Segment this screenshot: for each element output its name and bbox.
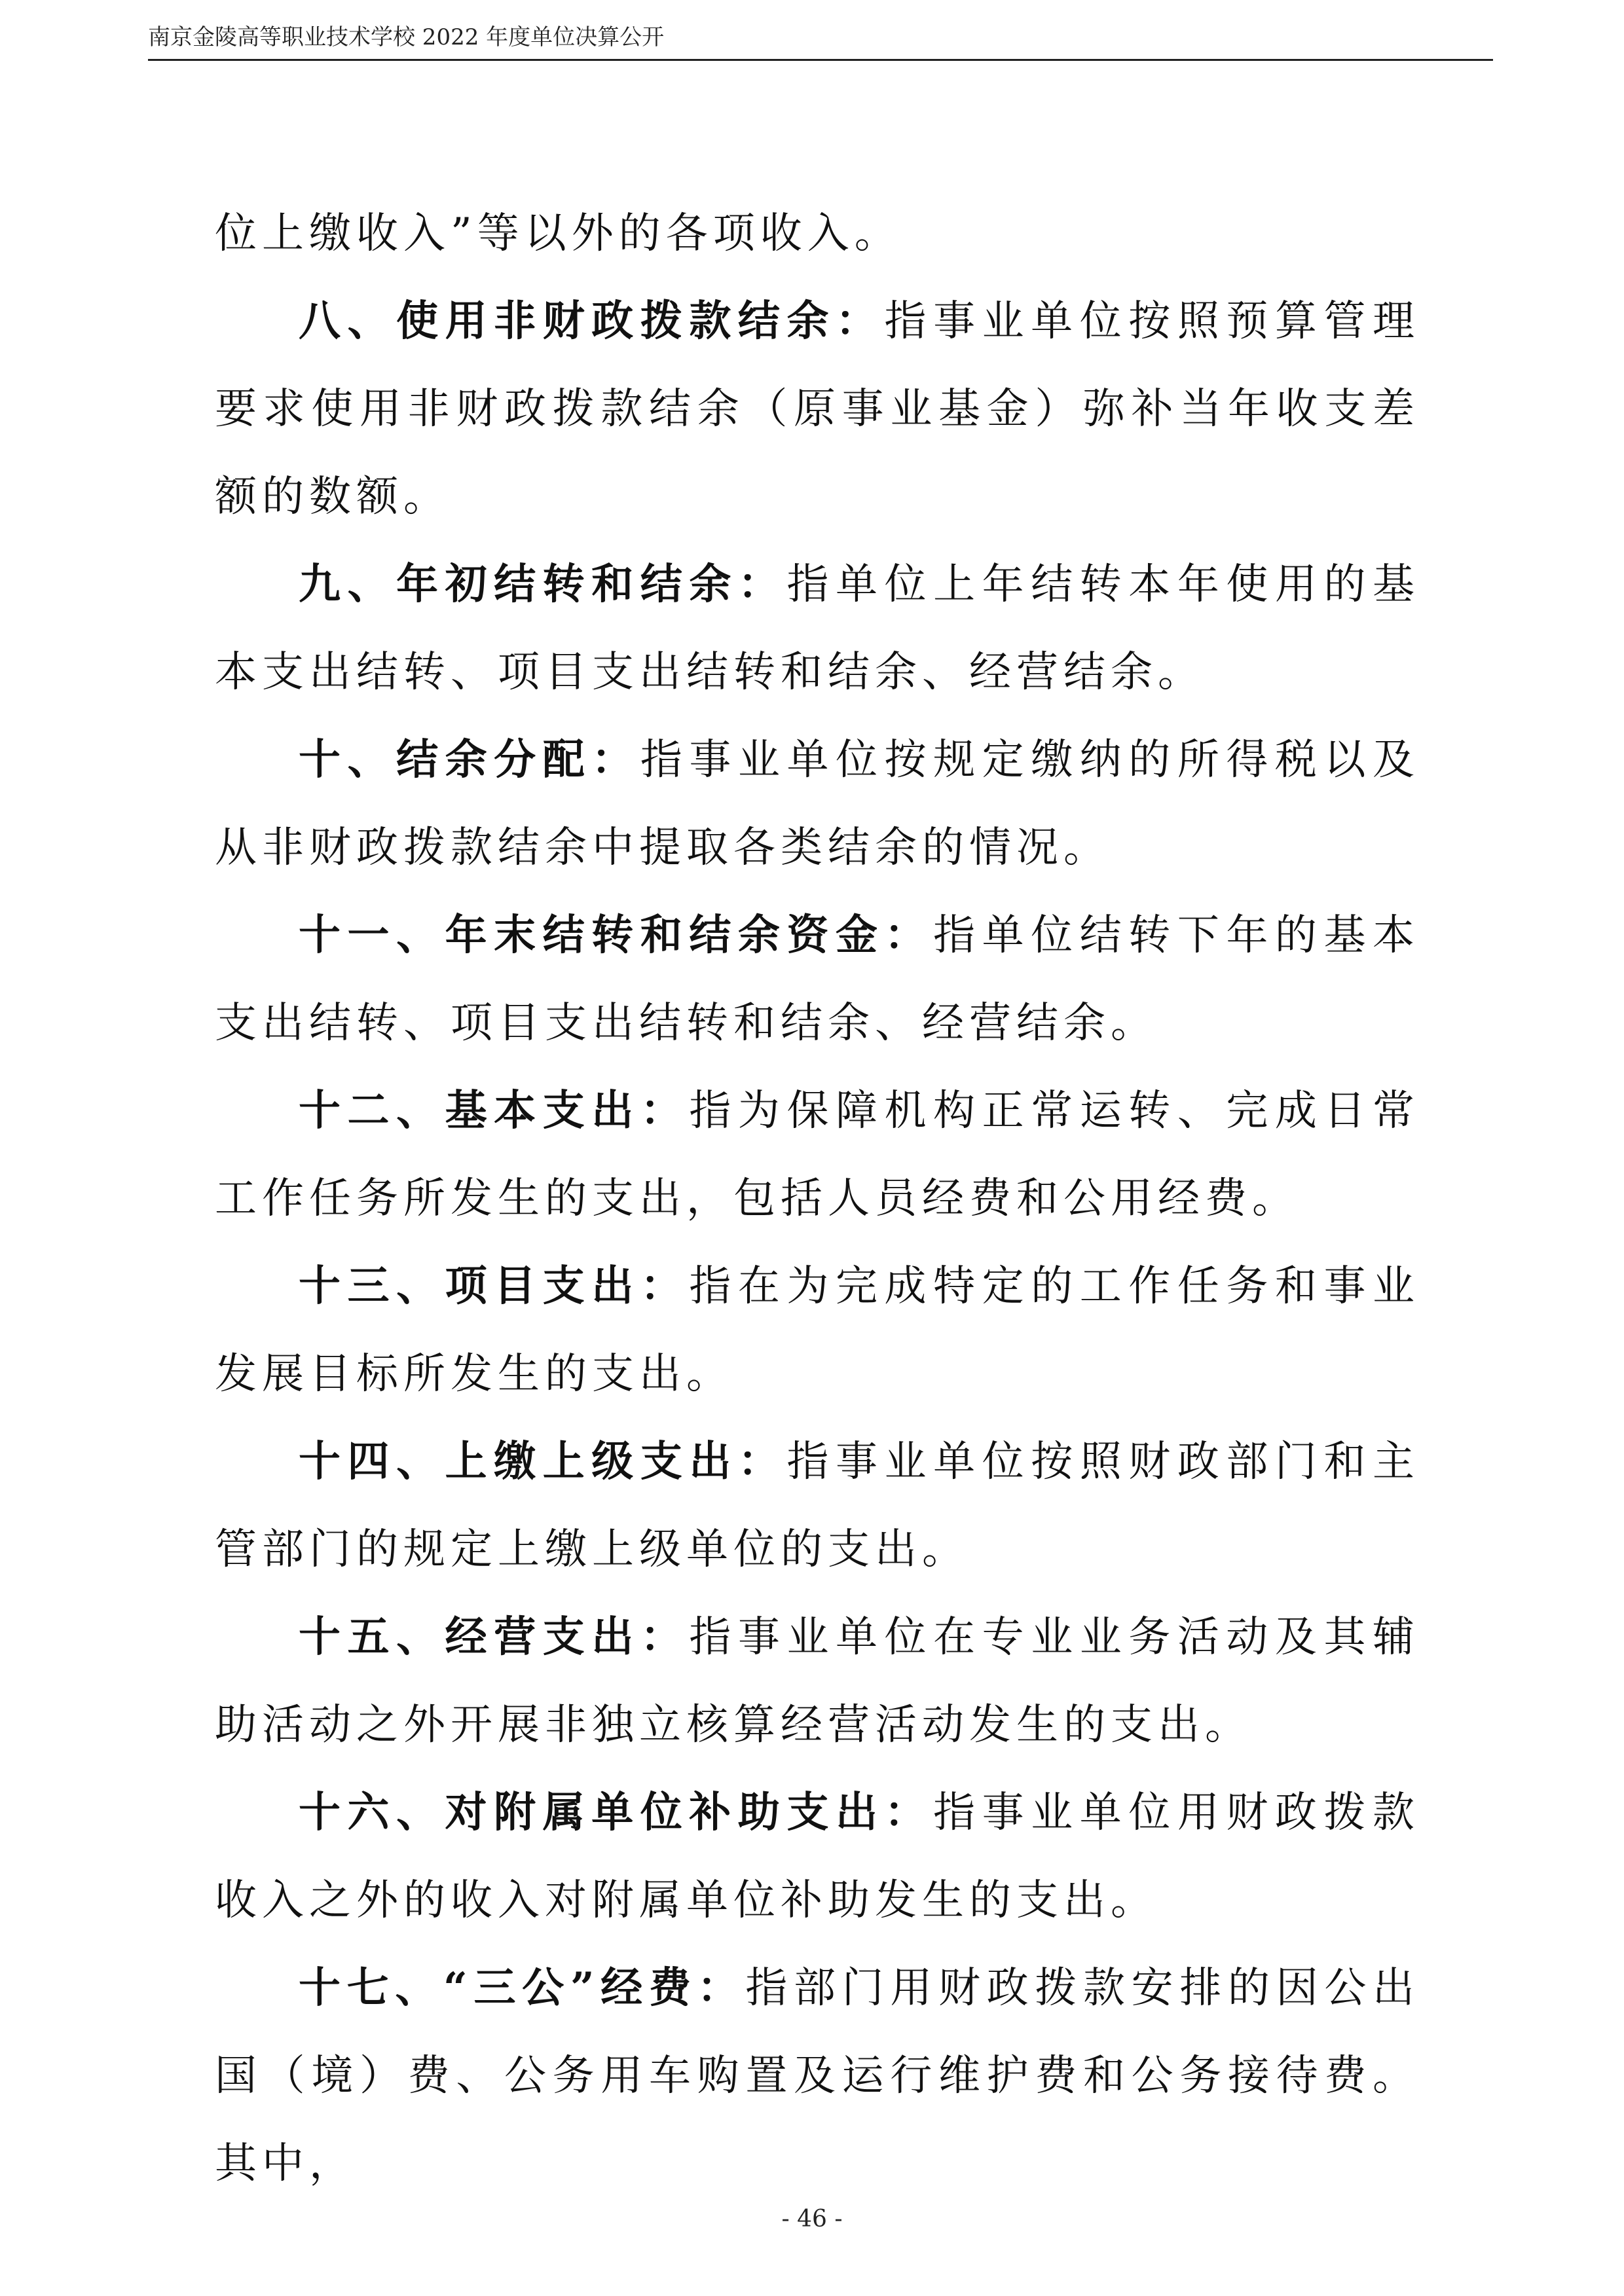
term-heading: 十三、项目支出： (299, 1262, 690, 1311)
term-definition: 指事业单位用财政拨款收入之外的收入对附属单位补助发生的支出。 (215, 1789, 1420, 1925)
paragraph-item-8 (215, 278, 1420, 541)
term-heading: 八、使用非财政拨款结余： (299, 297, 885, 346)
term-heading: 九、年初结转和结余： (299, 560, 787, 609)
term-definition: 指事业单位按照预算管理要求使用非财政拨款结余（原事业基金）弥补当年收支差额的数额。 (215, 297, 1420, 521)
paragraph-continuation (215, 190, 1420, 278)
term-heading: 十七、“三公”经费： (299, 1963, 746, 2013)
term-heading: 十一、年末结转和结余资金： (299, 911, 934, 960)
term-heading: 十、结余分配： (299, 735, 640, 784)
term-definition: 指事业单位在专业业务活动及其辅助活动之外开展非独立核算经营活动发生的支出。 (215, 1613, 1420, 1749)
term-heading: 十二、基本支出： (299, 1086, 690, 1135)
page-content (215, 190, 1420, 2208)
paragraph-item-10 (215, 716, 1420, 892)
document-title: 南京金陵高等职业技术学校 2022 年度单位决算公开 (148, 24, 665, 50)
term-heading: 十四、上缴上级支出： (299, 1437, 787, 1486)
paragraph-item-13 (215, 1243, 1420, 1418)
term-definition: 指事业单位按照财政部门和主管部门的规定上缴上级单位的支出。 (215, 1438, 1420, 1574)
term-heading: 十六、对附属单位补助支出： (299, 1788, 934, 1837)
paragraph-item-17 (215, 1944, 1420, 2208)
paragraph-item-15 (215, 1594, 1420, 1769)
paragraph-text: 位上缴收入”等以外的各项收入。 (215, 210, 902, 258)
page-number: - 46 - (781, 2206, 843, 2232)
term-definition: 指单位结转下年的基本支出结转、项目支出结转和结余、经营结余。 (215, 911, 1420, 1048)
term-definition: 指为保障机构正常运转、完成日常工作任务所发生的支出，包括人员经费和公用经费。 (215, 1087, 1420, 1223)
paragraph-item-11 (215, 892, 1420, 1067)
paragraph-item-9 (215, 541, 1420, 716)
paragraph-item-16 (215, 1769, 1420, 1944)
term-definition: 指事业单位按规定缴纳的所得税以及从非财政拨款结余中提取各类结余的情况。 (215, 736, 1420, 872)
term-definition: 指单位上年结转本年使用的基本支出结转、项目支出结转和结余、经营结余。 (215, 560, 1420, 697)
paragraph-item-14 (215, 1418, 1420, 1594)
page-header (148, 18, 1493, 61)
term-definition: 指在为完成特定的工作任务和事业发展目标所发生的支出。 (215, 1262, 1420, 1398)
paragraph-item-12 (215, 1067, 1420, 1243)
term-heading: 十五、经营支出： (299, 1613, 690, 1662)
term-definition: 指部门用财政拨款安排的因公出国（境）费、公务用车购置及运行维护费和公务接待费。其中， (215, 1964, 1420, 2188)
